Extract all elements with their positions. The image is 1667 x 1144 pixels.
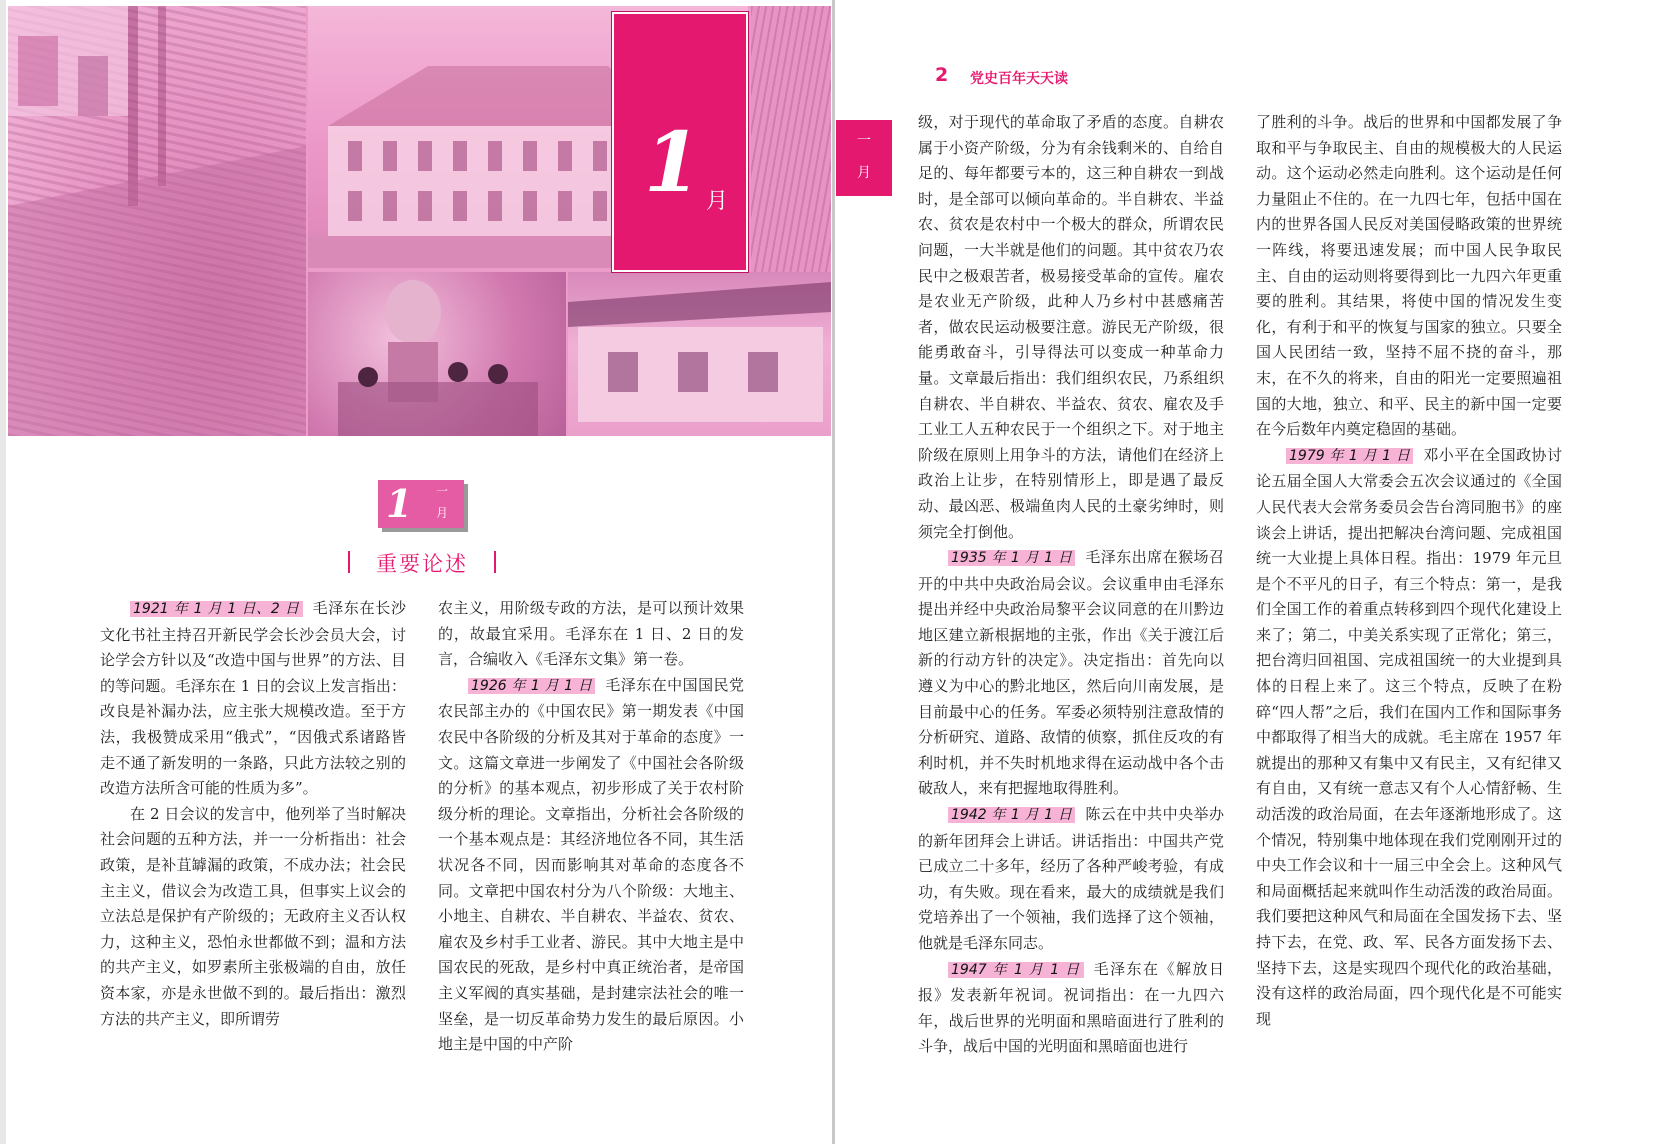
month-title-box <box>612 12 748 272</box>
entry-text: 毛泽东出席在猴场召开的中共中央政治局会议。会议重申由毛泽东提出并经中央政治局黎平会议同意的在川黔边地区建立新根据地的主张，作出《关于渡江后新的行动方针的决定》。决定指出：首先向以遵义为中心的黔北地区，然后向川南发展，是目前最中心的任务。军委必须特别注意敌情的分析研究、道路、敌情的侦察，抓住反攻的有利时机，并不失时机地求得在运动战中各个击破敌人，来有把握地取得胜利。 <box>918 548 1224 798</box>
left-column-2 <box>438 596 744 1058</box>
entry-paragraph-continued <box>918 110 1224 545</box>
running-book-title: 党史百年天天读 <box>970 71 1068 87</box>
badge-month-char: 月 <box>436 506 449 520</box>
entry-paragraph-continued <box>438 596 744 673</box>
entry-paragraph <box>100 596 406 802</box>
month-side-tab <box>836 120 892 196</box>
entry-date: 1942 年 1 月 1 日 <box>948 807 1075 823</box>
meeting-art <box>308 272 566 436</box>
crowd-photo <box>8 6 306 436</box>
entry-date: 1979 年 1 月 1 日 <box>1286 448 1413 464</box>
side-tab-line1: 一 <box>857 133 871 149</box>
crowd-photo-art <box>8 6 306 436</box>
page-edge <box>0 0 6 1144</box>
entry-date: 1935 年 1 月 1 日 <box>948 550 1075 566</box>
entry-paragraph <box>438 673 744 1058</box>
entry-paragraph <box>100 802 406 1032</box>
entry-paragraph-continued <box>1256 110 1562 443</box>
month-char: 月 <box>706 189 729 214</box>
title-left-bar <box>348 551 350 573</box>
entry-paragraph <box>918 957 1224 1060</box>
entry-paragraph <box>918 802 1224 957</box>
book-spine <box>832 0 835 1144</box>
badge-day-number: 1 <box>386 481 413 526</box>
badge-top-char: 一 <box>436 484 449 498</box>
right-column-2 <box>1256 110 1562 1032</box>
entry-paragraph <box>1256 443 1562 1033</box>
entry-text: 毛泽东在中国国民党农民部主办的《中国农民》第一期发表《中国农民中各阶级的分析及其对于革命的态度》一文。这篇文章进一步阐发了《中国社会各阶级的分析》的基本观点，初步形成了关于农村阶级分析的理论。文章指出，分析社会各阶级的一个基本观点是：其经济地位各不同，其生活状况各不同，因而影响其对革命的态度各不同。文章把中国农村分为八个阶级：大地主、小地主、自耕农、半自耕农、半益农、贫农、雇农及乡村手工业者、游民。其中大地主是中国农民的死敌，是乡村中真正统治者，是帝国主义军阀的真实基础，是封建宗法社会的唯一坚垒，是一切反革命势力发生的最后原因。小地主是中国的中产阶 <box>438 675 744 1054</box>
entry-text: 毛泽东在长沙文化书社主持召开新民学会长沙会员大会，讨论学会方针以及“改造中国与世界”的方法、目的等问题。毛泽东在 1 日的会议上发言指出：改良是补漏办法，应主张大规模改造。至于方法，我极赞成采用“俄式”，“因俄式系诸路皆走不通了新发明的一条路，只此方法较之别的改造方法所含可能的性质为多”。 <box>100 599 406 798</box>
left-page <box>0 0 833 1144</box>
photo-collage-banner <box>8 6 831 436</box>
entry-text: 邓小平在全国政协讨论五届全国人大常委会五次会议通过的《全国人民代表大会常务委员会告台湾同胞书》的座谈会上讲话，提出把解决台湾问题、完成祖国统一大业提上具体日程。指出：1979 年元旦是个不平凡的日子，有三个特点：第一，是我们全国工作的着重点转移到四个现代化建设上来了；第二，中美关系实现了正常化；第三，把台湾归回祖国、完成祖国统一的大业提到具体的日程上来了。这三个特点，反映了在粉碎“四人帮”之后，我们在国内工作和国际事务中都取得了相当大的成就。毛主席在 1957 年就提出的那种又有集中又有民主，又有纪律又有自由，又有统一意志又有个人心情舒畅、生动活泼的政治局面，在去年逐渐地形成了。这个情况，特别集中地体现在我们党刚刚开过的中央工作会议和十一届三中全会上。这种风气和局面概括起来就叫作生动活泼的政治局面。我们要把这种风气和局面在全国发扬下去、坚持下去，在党、政、军、民各方面发扬下去、坚持下去，这是实现四个现代化的政治基础，没有这样的政治局面，四个现代化是不可能实现 <box>1256 445 1562 1028</box>
entry-text: 陈云在中共中央举办的新年团拜会上讲话。讲话指出：中国共产党已成立二十多年，经历了各种严峻考验，有成功，有失败。现在看来，最大的成绩就是我们党培养出了一个领袖，我们选择了这个领袖，他就是毛泽东同志。 <box>918 805 1224 952</box>
entry-text: 农主义，用阶级专政的方法，是可以预计效果的，故最宜采用。毛泽东在 1 日、2 日的发言，合编收入《毛泽东文集》第一卷。 <box>438 599 744 669</box>
entry-text: 级，对于现代的革命取了矛盾的态度。自耕农属于小资产阶级，分为有余钱剩米的、自给自足的、每年都要亏本的，这三种自耕农一到战时，是全部可以倾向革命的。半自耕农、半益农、贫农是农村中一个极大的群众，所谓农民问题，一大半就是他们的问题。其中贫农乃农民中之极艰苦者，极易接受革命的宣传。雇农是农业无产阶级，此种人乃乡村中甚感痛苦者，做农民运动极要注意。游民无产阶级，很能勇敢奋斗，引导得法可以变成一种革命力量。文章最后指出：我们组织农民，乃系组织自耕农、半自耕农、半益农、贫农、雇农及手工业工人五种农民于一个组织之下。对于地主阶级在原则上用争斗的方法，请他们在经济上政治上让步，在特别情形上，即是遇了最反动、最凶恶、极端鱼肉人民的土豪劣绅时，则须完全打倒他。 <box>918 113 1224 541</box>
entry-text: 毛泽东在《解放日报》发表新年祝词。祝词指出：在一九四六年，战后世界的光明面和黑暗面进行了胜利的斗争，战后中国的光明面和黑暗面也进行 <box>918 959 1224 1056</box>
entry-date: 1926 年 1 月 1 日 <box>468 678 595 694</box>
page-number: 2 <box>935 64 949 86</box>
side-tab-line2: 月 <box>857 165 871 181</box>
right-column-1 <box>918 110 1224 1060</box>
entry-date: 1947 年 1 月 1 日 <box>948 962 1084 978</box>
entry-date: 1921 年 1 月 1 日、2 日 <box>130 601 303 617</box>
month-number: 1 <box>644 115 702 211</box>
old-house-photo <box>568 272 831 436</box>
left-column-1 <box>100 596 406 1032</box>
old-house-art <box>568 272 831 436</box>
entry-paragraph <box>918 545 1224 802</box>
section-title-text: 重要论述 <box>376 552 468 576</box>
entry-text: 在 2 日会议的发言中，他列举了当时解决社会问题的五种方法，并一一分析指出：社会政策，是补苴罅漏的政策，不成办法；社会民主主义，借议会为改造工具，但事实上议会的立法总是保护有产阶级的；无政府主义否认权力，这种主义，恐怕永世都做不到；温和方法的共产主义，如罗素所主张极端的自由，放任资本家，亦是永世做不到的。最后指出：激烈方法的共产主义，即所谓劳 <box>100 804 406 1028</box>
entry-text: 了胜利的斗争。战后的世界和中国都发展了争取和平与争取民主、自由的规模极大的人民运动。这个运动必然走向胜利。这个运动是任何力量阻止不住的。在一九四七年，包括中国在内的世界各国人民反对美国侵略政策的世界统一阵线，将要迅速发展；而中国人民争取民主、自由的运动则将要得到比一九四六年更重要的胜利。其结果，将使中国的情况发生变化，有利于和平的恢复与国家的独立。只要全国人民团结一致，坚持不屈不挠的奋斗，那末，在不久的将来，自由的阳光一定要照遍祖国的大地，独立、和平、民主的新中国一定要在今后数年内奠定稳固的基础。 <box>1256 113 1562 439</box>
section-title <box>352 548 492 578</box>
meeting-photo <box>308 272 566 436</box>
title-right-bar <box>494 551 496 573</box>
day-badge <box>378 480 464 528</box>
